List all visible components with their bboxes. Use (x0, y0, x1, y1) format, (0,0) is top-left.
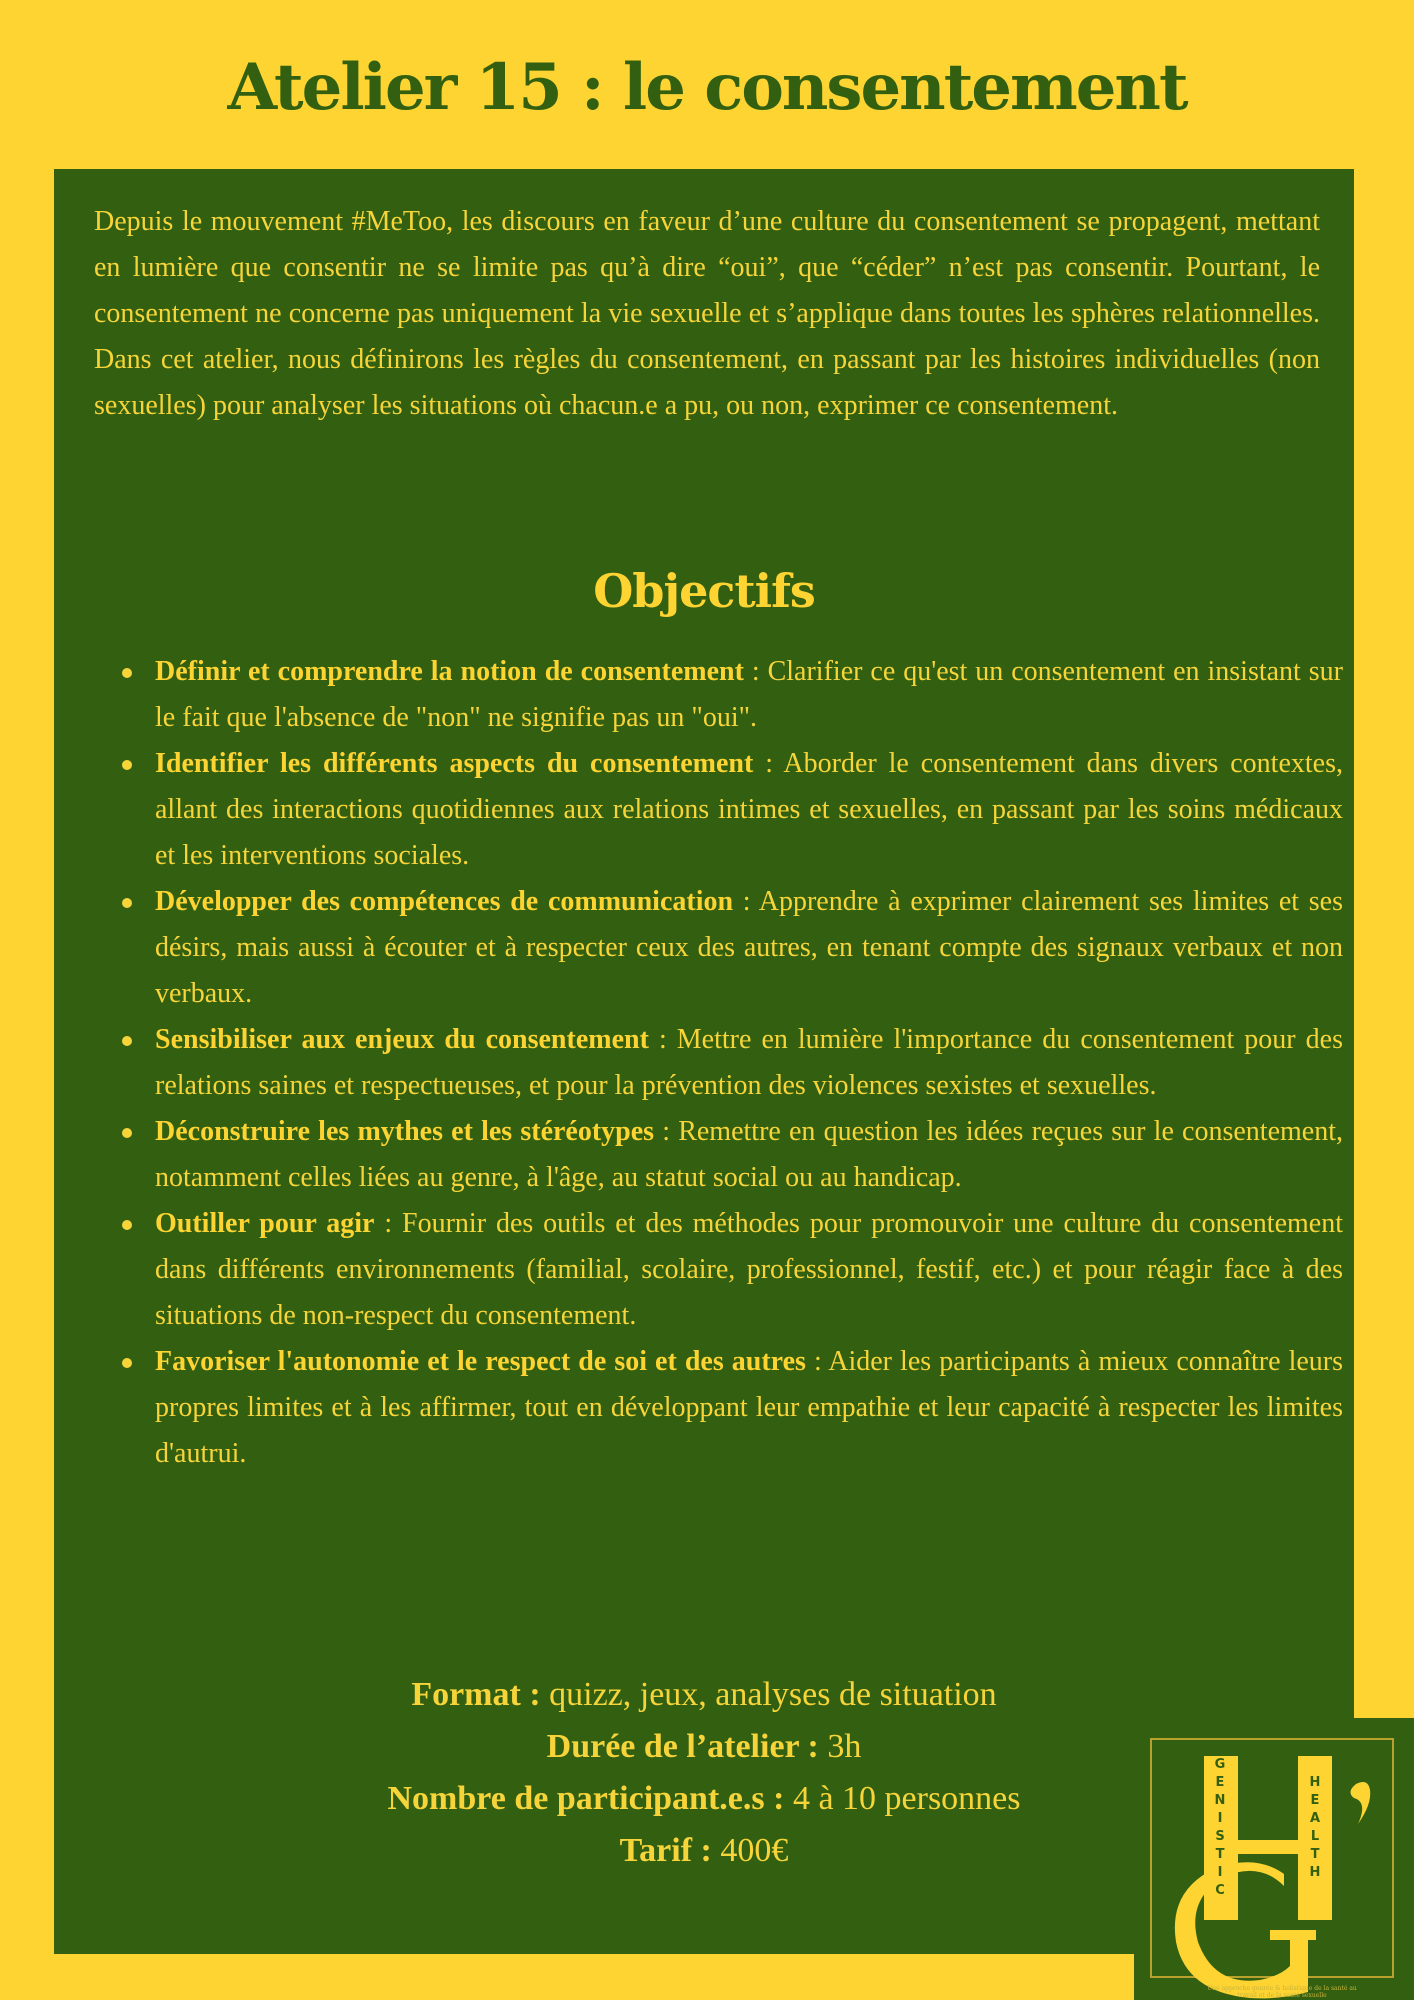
list-item (155, 1109, 1343, 1201)
format-value: quizz, jeux, analyses de situation (540, 1676, 997, 1713)
objective-title: Favoriser l'autonomie et le respect de soi et des autres (155, 1346, 806, 1377)
list-item (155, 879, 1343, 1017)
objective-title: Outiller pour agir (155, 1208, 375, 1239)
list-item (155, 649, 1343, 741)
logo-left-word: G E N I S T I C (1214, 1757, 1226, 1898)
duration-value: 3h (818, 1728, 862, 1765)
participants-value: 4 à 10 personnes (784, 1780, 1021, 1817)
objective-title: Identifier les différents aspects du consentement (155, 748, 754, 779)
objective-title: Déconstruire les mythes et les stéréotypes (155, 1116, 655, 1147)
objectives-list (121, 649, 1343, 1477)
objective-text: : Mettre en lumière l'importance du consentement pour des relations saines et respectueuses, et pour la prévention des violences sexistes et sexuelles. (155, 1024, 1343, 1101)
format-label: Format : (411, 1676, 541, 1713)
objective-title: Sensibiliser aux enjeux du consentement (155, 1024, 649, 1055)
logo-tagline-2: travail et de la santé sexuelle (1237, 1992, 1327, 1999)
objective-title: Développer des compétences de communication (155, 886, 734, 917)
logo-block (1134, 1718, 1414, 2000)
list-item (155, 1201, 1343, 1339)
objective-text: : Remettre en question les idées reçues sur le consentement, notamment celles liées au genre, à l'âge, au statut social ou au handicap. (155, 1116, 1343, 1193)
participants-label: Nombre de participant.e.s : (387, 1780, 785, 1817)
logo-tagline-1: Une approche genrée & holistique de la santé au (1207, 1985, 1357, 1992)
page-title: Atelier 15 : le consentement (227, 50, 1187, 125)
genistic-health-logo (1134, 1718, 1414, 2000)
logo-apostrophe (1350, 1782, 1370, 1824)
list-item (155, 1017, 1343, 1109)
logo-letter-g (1175, 1862, 1316, 1998)
price-label: Tarif : (619, 1832, 712, 1869)
objective-text: : Aborder le consentement dans divers contextes, allant des interactions quotidiennes aux relations intimes et sexuelles, en passant par les soins médicaux et les interventions sociales. (155, 748, 1343, 871)
objective-text: : Fournir des outils et des méthodes pour promouvoir une culture du consentement dans différents environnements (familial, scolaire, professionnel, festif, etc.) et pour réagir face à des situations de non-respect du consentement. (155, 1208, 1344, 1331)
list-item (155, 741, 1343, 879)
logo-right-word: H E A L T H (1309, 1775, 1321, 1880)
objective-title: Définir et comprendre la notion de consentement (155, 656, 744, 687)
list-item (155, 1339, 1343, 1477)
objectives-heading: Objectifs (593, 564, 815, 618)
price-value: 400€ (711, 1832, 789, 1869)
format-row (54, 1669, 1354, 1721)
content-panel (54, 169, 1354, 1954)
objective-text: : Clarifier ce qu'est un consentement en insistant sur le fait que l'absence de "non" ne signifie pas un "oui". (155, 656, 1343, 733)
intro-paragraph: Depuis le mouvement #MeToo, les discours en faveur d’une culture du consentement se propagent, mettant en lumière que consentir ne se limite pas qu’à dire “oui”, que “céder” n’est pas consentir. Pourtant, le consentement ne concerne pas uniquement la vie sexuelle et s’applique dans toutes les sphères relationnelles. Dans cet atelier, nous définirons les règles du consentement, en passant par les histoires individuelles (non sexuelles) pour analyser les situations où chacun.e a pu, ou non, exprimer ce consentement. (94, 206, 1320, 421)
duration-label: Durée de l’atelier : (546, 1728, 819, 1765)
objective-text: : Aider les participants à mieux connaître leurs propres limites et à les affirmer, tout en développant leur empathie et leur capacité à respecter les limites d'autrui. (155, 1346, 1344, 1469)
objective-text: : Apprendre à exprimer clairement ses limites et ses désirs, mais aussi à écouter et à respecter ceux des autres, en tenant compte des signaux verbaux et non verbaux. (155, 886, 1343, 1009)
